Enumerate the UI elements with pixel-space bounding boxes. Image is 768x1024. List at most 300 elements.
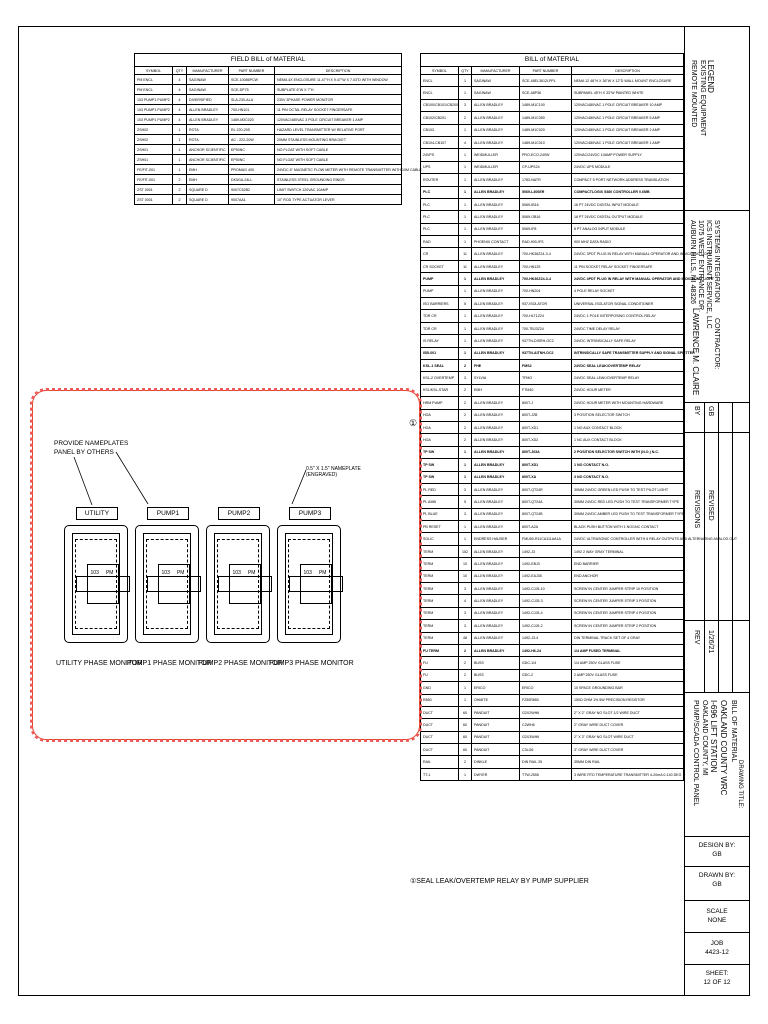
table-cell: TP SW: [421, 446, 459, 458]
table-cell: 1: [173, 165, 187, 175]
table-cell: SAGINAW: [187, 85, 229, 95]
table-cell: PROMAG 400: [229, 165, 275, 175]
column-header: PART NUMBER: [229, 67, 275, 75]
table-cell: C3LG6: [520, 744, 572, 756]
phase-monitor-title: PUMP3 PHASE MONITOR: [269, 660, 354, 667]
table-cell: 11: [459, 248, 472, 260]
table-cell: TERM: [421, 607, 459, 619]
table-cell: SAGINAW: [472, 75, 520, 87]
table-cell: ALLEN BRADLEY: [472, 558, 520, 570]
column-header: QTY: [173, 67, 187, 75]
company-line-3: 1075 WEST ENTRANCE DR.: [697, 220, 704, 313]
table-cell: 24VDC INTRINSICALLY SAFE RELAY: [572, 335, 684, 347]
table-cell: 120VAC/480VAC 1 POLE CIRCUIT BREAKER 2 AMP: [572, 124, 684, 136]
table-cell: 5069-OB16: [520, 211, 572, 223]
table-cell: ENCL: [421, 87, 459, 99]
table-cell: END BARRIER: [572, 558, 684, 570]
table-cell: WEIDMULLER: [472, 161, 520, 173]
table-cell: 800T-XD1: [520, 459, 572, 471]
table-cell: NEMA 12 48"H X 36"W X 12"D WALL MOUNT ENCLOSURE: [572, 75, 684, 87]
table-cell: 5: [459, 298, 472, 310]
table-cell: UNIVERSAL ISOLATOR SIGNAL CONDITIONER: [572, 298, 684, 310]
table-cell: 1492-CJJ5-3: [520, 595, 572, 607]
table-cell: ALLEN BRADLEY: [472, 211, 520, 223]
table-cell: 24VDC HOUR METER: [572, 384, 684, 396]
device-labels: [229, 570, 259, 576]
table-cell: ALLEN BRADLEY: [187, 115, 229, 125]
device-labels: [300, 570, 330, 576]
table-cell: 800T-J63A: [520, 446, 572, 458]
table-cell: TERM: [421, 632, 459, 644]
table-cell: ALLEN BRADLEY: [472, 521, 520, 533]
drawing-title: BILL OF MATERIAL: [730, 700, 737, 763]
table-cell: CR SOCKET: [421, 260, 459, 272]
table-cell: ALLEN BRADLEY: [472, 421, 520, 433]
table-cell: TTW-2555: [520, 768, 572, 780]
table-cell: TERM: [421, 595, 459, 607]
table-cell: FE/FIT-001: [135, 165, 173, 175]
table-cell: 4: [459, 136, 472, 148]
table-cell: PUMP: [421, 273, 459, 285]
table-cell: 10 SPACE GROUNDING BAR: [572, 682, 684, 694]
table-cell: GND: [421, 682, 459, 694]
table-cell: SYLVIA: [472, 372, 520, 384]
table-cell: DWYER: [472, 768, 520, 780]
table-cell: ALLEN BRADLEY: [472, 248, 520, 260]
table-cell: 800T-XA: [520, 471, 572, 483]
table-cell: 1: [173, 155, 187, 165]
table-cell: 3: [459, 483, 472, 495]
table-cell: FU: [421, 657, 459, 669]
table-cell: 1: [459, 211, 472, 223]
table-cell: 1: [459, 149, 472, 161]
table-cell: 700-TBJ3Z24: [520, 322, 572, 334]
design-by-label: DESIGN BY:: [698, 842, 736, 849]
table-cell: SUBPANEL 45"H X 33"W PAINTED WHITE: [572, 87, 684, 99]
by-header: BY: [693, 406, 700, 416]
table-cell: 2: [459, 409, 472, 421]
table-cell: 1: [459, 198, 472, 210]
table-cell: 30MM 24VDC RED LED PUSH TO TEST TRANSFORMER TYPE: [572, 496, 684, 508]
table-cell: ERICO: [472, 682, 520, 694]
table-cell: 1: [459, 533, 472, 545]
scale-value: NONE: [707, 917, 727, 924]
table-cell: 35MM DIN RAIL: [572, 756, 684, 768]
table-cell: 2: [459, 421, 472, 433]
table-cell: 10: [459, 558, 472, 570]
device-labels: [87, 570, 117, 576]
table-cell: 700-HK36Z24-3-4: [520, 248, 572, 260]
table-cell: 800T-XD1: [520, 421, 572, 433]
table-cell: PLC: [421, 211, 459, 223]
table-cell: 1: [459, 335, 472, 347]
table-cell: RAD-900-IFS: [520, 236, 572, 248]
table-cell: 1: [459, 471, 472, 483]
table-cell: SCREW IN CENTER JUMPER STRIP 10 POSITION: [572, 583, 684, 595]
table-cell: HRM PUMP: [421, 397, 459, 409]
table-cell: 1: [459, 174, 472, 186]
table-cell: DUCT: [421, 744, 459, 756]
table-cell: 20MM STAINLESS MOUNTING BRACKET: [275, 135, 402, 145]
table-cell: 2: [459, 434, 472, 446]
table-cell: ALLEN BRADLEY: [472, 620, 520, 632]
table-cell: SQUARE D: [187, 185, 229, 195]
table-cell: 1: [459, 124, 472, 136]
table-cell: ALLEN BRADLEY: [472, 310, 520, 322]
table-cell: 24VDC HOUR METER WITH MOUNTING HARDWARE: [572, 397, 684, 409]
table-cell: ALLEN BRADLEY: [472, 397, 520, 409]
table-cell: RL 220-29S: [229, 125, 275, 135]
table-cell: DUCT: [421, 719, 459, 731]
table-cell: COMPACTLOGIX 5380 CONTROLLER 0.6MB: [572, 186, 684, 198]
table-cell: TERM: [421, 570, 459, 582]
table-cell: WEIDMULLER: [472, 149, 520, 161]
table-cell: 1: [459, 521, 472, 533]
table-cell: 11 PIN OCTAL RELAY SOCKET FINGERSAFE: [275, 105, 402, 115]
table-cell: KSL/KSL-STAR: [421, 384, 459, 396]
column-header: DESCRIPTION: [275, 67, 402, 75]
table-cell: 5069-IF8: [520, 223, 572, 235]
table-cell: 2" X 2" GRAY NO SLOT 1/2 WIRE DUCT: [572, 706, 684, 718]
table-cell: ZSH01: [135, 145, 173, 155]
table-cell: 103 PUMP1 PUMP2: [135, 95, 173, 105]
table-cell: ALLEN BRADLEY: [472, 99, 520, 111]
table-cell: PLC: [421, 186, 459, 198]
table-cell: HOA: [421, 434, 459, 446]
table-cell: 120VAC/480VAC 3 POLE CIRCUIT BREAKER 1 AMP: [275, 115, 402, 125]
table-cell: 152: [459, 545, 472, 557]
table-cell: TERM: [421, 583, 459, 595]
table-cell: R850: [421, 694, 459, 706]
table-cell: ZSH02: [135, 135, 173, 145]
device-label-pm: PM: [105, 570, 114, 576]
table-cell: 937-ISOLATOR: [520, 298, 572, 310]
table-cell: EMH: [187, 175, 229, 185]
table-cell: TDR CR: [421, 322, 459, 334]
table-cell: 24VDC 1 POLE INTERPOSING CONTROL RELAY: [572, 310, 684, 322]
table-cell: 4 POLE RELAY SOCKET: [572, 285, 684, 297]
table-cell: 800T-J: [520, 397, 572, 409]
table-cell: LIMIT SWITCH 120VAC 10AMP: [275, 185, 402, 195]
table-cell: 9007AA1: [229, 195, 275, 205]
table-cell: ALLEN BRADLEY: [472, 112, 520, 124]
table-cell: FTM40: [520, 384, 572, 396]
table-cell: TDR CR: [421, 310, 459, 322]
contractor-label: CONTRACTOR:: [713, 318, 720, 370]
phase-monitor-enclosure: [64, 525, 128, 643]
table-cell: EMH: [472, 384, 520, 396]
table-cell: ALLEN BRADLEY: [472, 260, 520, 272]
table-cell: 1: [459, 310, 472, 322]
sheet-value: 12 OF 12: [703, 979, 731, 986]
device-label-103: 103: [161, 570, 170, 576]
table-cell: ALLEN BRADLEY: [472, 223, 520, 235]
table-cell: INTRINSICALLY SAFE TRANSMITTER SUPPLY AND SIGNAL SPLITTER: [572, 347, 684, 359]
table-cell: ALLEN BRADLEY: [472, 508, 520, 520]
table-cell: ALLEN BRADLEY: [187, 105, 229, 115]
table-cell: 2" GRAY WIRE DUCT COVER: [572, 719, 684, 731]
table-cell: 1: [173, 135, 187, 145]
project-line-2: I-696 LIFT STATION: [709, 700, 718, 773]
table-cell: SAGINAW: [472, 87, 520, 99]
table-cell: 800T-QT24B: [520, 508, 572, 520]
table-cell: 2: [459, 112, 472, 124]
table-cell: PANDUIT: [472, 744, 520, 756]
table-cell: NEMA 4X ENCLOSURE 11.47"H X 9.47"W X 7.03"D WITH WINDOW: [275, 75, 402, 85]
table-cell: 1/4 AMP 250V GLASS FUSE: [572, 657, 684, 669]
company-line-1: SYSTEMS INTEGRATION: [713, 220, 720, 303]
table-cell: 700-HLT1Z24: [520, 310, 572, 322]
table-cell: TFMO: [520, 372, 572, 384]
table-cell: 1: [459, 285, 472, 297]
table-cell: PL AMB: [421, 496, 459, 508]
table-cell: DINKLE: [472, 756, 520, 768]
table-cell: FE/FIT-001: [135, 175, 173, 185]
table-cell: ALLEN BRADLEY: [472, 136, 520, 148]
drawn-by-value: GB: [712, 881, 722, 888]
table-cell: 103 PUMP1 PUMP2: [135, 115, 173, 125]
table-cell: SUBPLATE 6"W X 7"H: [275, 85, 402, 95]
table-cell: PANDUIT: [472, 731, 520, 743]
table-cell: CP-UPS24: [520, 161, 572, 173]
table-cell: PANDUIT: [472, 719, 520, 731]
table-cell: 700-HK36Z24-3-4: [520, 273, 572, 285]
table-cell: TT-1: [421, 768, 459, 780]
table-cell: ALLEN BRADLEY: [472, 595, 520, 607]
table-cell: 4: [173, 105, 187, 115]
table-cell: 2 AMP 250V GLASS FUSE: [572, 669, 684, 681]
table-cell: 1/4 AMP FUSED TERMINAL: [572, 644, 684, 656]
device-label-pm: PM: [247, 570, 256, 576]
table-cell: 11 PIN SOCKET RELAY SOCKET FINGERSAFE: [572, 260, 684, 272]
legend-title: LEGEND: [706, 60, 715, 93]
table-cell: 3 NO CONTACT N.O.: [572, 471, 684, 483]
table-cell: ROUTER: [421, 174, 459, 186]
table-cell: 24VDC SEAL LEAK/OVERTEMP RELAY: [572, 372, 684, 384]
table-cell: ALLEN BRADLEY: [472, 186, 520, 198]
table-cell: 1: [459, 186, 472, 198]
table-cell: 2" X 3" GRAY NO SLOT WIRE DUCT: [572, 731, 684, 743]
table-cell: EP50NC: [229, 155, 275, 165]
table-cell: DUCT: [421, 706, 459, 718]
table-cell: SOLIC: [421, 533, 459, 545]
table-cell: FU: [421, 669, 459, 681]
table-cell: 1492-H6-24: [520, 644, 572, 656]
table-cell: ALLEN BRADLEY: [472, 335, 520, 347]
bom-title: BILL of MATERIAL: [421, 54, 684, 67]
table-cell: BLACK PUSH BUTTON WITH 1 NO/1NC CONTACT: [572, 521, 684, 533]
field-bom-title: FIELD BILL of MATERIAL: [135, 54, 402, 67]
table-cell: 4: [173, 115, 187, 125]
table-cell: 800T-XD2: [520, 434, 572, 446]
table-cell: TERM: [421, 558, 459, 570]
job-label: JOB: [710, 940, 724, 947]
table-cell: ANCHOR SCIENTIFIC: [187, 155, 229, 165]
table-cell: KSL-1 SEAL: [421, 359, 459, 371]
table-cell: 16 PT 24VDC DIGITAL OUTPUT MODULE: [572, 211, 684, 223]
table-cell: ALLEN BRADLEY: [472, 446, 520, 458]
table-cell: BUSS: [472, 669, 520, 681]
table-cell: 1: [459, 459, 472, 471]
table-cell: 900 MHZ DATA RADIO: [572, 236, 684, 248]
nameplate: PUMP3: [289, 507, 331, 520]
table-cell: ALLEN BRADLEY: [472, 124, 520, 136]
table-cell: STAINLESS STEEL GROUNDING RINGS: [275, 175, 402, 185]
column-header: MANUFACTURER: [472, 67, 520, 75]
callout-provide-nameplates: PROVIDE NAMEPLATES: [54, 440, 129, 447]
table-cell: ALLEN BRADLEY: [472, 434, 520, 446]
table-cell: GDC-1/4: [520, 657, 572, 669]
nameplate: PUMP1: [147, 507, 189, 520]
table-cell: 120VAC/24VDC 10AMP POWER SUPPLY: [572, 149, 684, 161]
table-cell: 1: [459, 161, 472, 173]
phase-monitor-enclosure: [135, 525, 199, 643]
table-cell: ZST 0001: [135, 185, 173, 195]
table-cell: HAZARD LEVEL TRANSMITTER W/ RELATIVE PORT: [275, 125, 402, 135]
table-cell: 3: [459, 372, 472, 384]
table-cell: 800T-QT24R: [520, 483, 572, 495]
revision-description: REVISED: [707, 490, 714, 521]
table-cell: FMS2: [520, 359, 572, 371]
table-cell: ALLEN BRADLEY: [472, 322, 520, 334]
table-cell: DK5GA-24LL: [229, 175, 275, 185]
table-cell: CR: [421, 248, 459, 260]
table-cell: 700-HN125: [520, 260, 572, 272]
table-cell: 2: [459, 359, 472, 371]
table-cell: 1: [173, 145, 187, 155]
table-cell: G2X2WH6: [520, 706, 572, 718]
table-cell: 48: [459, 632, 472, 644]
table-cell: 3 WIRE RTD TEMPERATURE TRANSMITTER 4-20mA 0-140 DEG: [572, 768, 684, 780]
device-label-103: 103: [232, 570, 241, 576]
table-cell: ROTA: [187, 135, 229, 145]
table-cell: 2: [459, 644, 472, 656]
table-cell: 1492-J3-4: [520, 632, 572, 644]
table-cell: SLA-230-ALA: [229, 95, 275, 105]
table-cell: 800T-A2A: [520, 521, 572, 533]
table-cell: 60: [459, 744, 472, 756]
device-label-103: 103: [303, 570, 312, 576]
table-cell: PM ENCL: [135, 75, 173, 85]
table-cell: 2: [173, 195, 187, 205]
table-cell: ENCL: [421, 75, 459, 87]
table-cell: ALLEN BRADLEY: [472, 347, 520, 359]
table-cell: ALLEN BRADLEY: [472, 632, 520, 644]
table-cell: 1492-CJJ5-10: [520, 583, 572, 595]
table-cell: NO FLOAT WITH SOFT CABLE: [275, 145, 402, 155]
table-cell: FU TERM: [421, 644, 459, 656]
table-cell: CB100/CB101/CB200: [421, 99, 459, 111]
table-cell: ALLEN BRADLEY: [472, 174, 520, 186]
table-cell: ENDRESS HAUSER: [472, 533, 520, 545]
table-cell: 60: [459, 719, 472, 731]
table-cell: 16 PT 24VDC DIGITAL INPUT MODULE: [572, 198, 684, 210]
table-cell: 1: [459, 75, 472, 87]
table-cell: ALLEN BRADLEY: [472, 483, 520, 495]
table-cell: ROTA: [187, 125, 229, 135]
table-cell: NO FLOAT WITH SOFT CABLE: [275, 155, 402, 165]
table-cell: 11: [459, 260, 472, 272]
table-cell: OHMITE: [472, 694, 520, 706]
table-cell: END ANCHOR: [572, 570, 684, 582]
table-cell: ERICO: [520, 682, 572, 694]
table-cell: 2 POSITION SELECTOR SWITCH WITH (N.O.) N.C.: [572, 446, 684, 458]
table-cell: CB102/CB201: [421, 112, 459, 124]
table-cell: CB104-CB107: [421, 136, 459, 148]
phase-monitor-title: UTILITY PHASE MONITOR: [56, 660, 143, 667]
callout-panel-by-others: PANEL BY OTHERS: [54, 449, 114, 456]
table-cell: 5069-IB16: [520, 198, 572, 210]
table-cell: 2: [459, 384, 472, 396]
footnote-marker: ①: [409, 418, 418, 428]
table-cell: ALLEN BRADLEY: [472, 285, 520, 297]
table-cell: 1: [459, 768, 472, 780]
drawn-by-label: DRAWN BY:: [698, 872, 736, 879]
table-cell: 24VDC SEAL LEAK/OVERTEMP RELAY: [572, 359, 684, 371]
table-cell: FHE: [472, 359, 520, 371]
rev-header: REV: [693, 630, 700, 645]
job-value: 4423-12: [705, 949, 729, 956]
table-cell: 120VAC/480VAC 1 POLE CIRCUIT BREAKER 10 AMP: [572, 99, 684, 111]
table-cell: 5: [459, 496, 472, 508]
table-cell: DIN TERMINAL TRACK SET OF 4 GRAY: [572, 632, 684, 644]
table-cell: ISB-001: [421, 347, 459, 359]
legend-existing: EXISTING EQUIPMENT: [699, 60, 706, 137]
table-cell: 150Ω OHM 1% 5W PRECISION RESISTOR: [572, 694, 684, 706]
table-cell: 3: [459, 583, 472, 595]
table-cell: SAGINAW: [187, 75, 229, 85]
phase-monitor-enclosure: [206, 525, 270, 643]
table-cell: 3: [459, 99, 472, 111]
table-cell: KSL-2 OVERTEMP: [421, 372, 459, 384]
table-cell: 1: [459, 273, 472, 285]
table-cell: ALLEN BRADLEY: [472, 198, 520, 210]
table-cell: 1489-M3C020: [229, 115, 275, 125]
scale-label: SCALE: [706, 908, 728, 915]
table-cell: 3: [459, 620, 472, 632]
column-header: SYMBOL: [421, 67, 459, 75]
table-cell: ALLEN BRADLEY: [472, 273, 520, 285]
table-cell: 3" GRAY WIRE DUCT COVER: [572, 744, 684, 756]
nameplate: UTILITY: [76, 507, 118, 520]
table-cell: 9007C52B2: [229, 185, 275, 195]
table-cell: SCREW IN CENTER JUMPER STRIP 3 POSITION: [572, 595, 684, 607]
table-cell: 2: [173, 185, 187, 195]
table-cell: SQUARE D: [187, 195, 229, 205]
table-cell: 800T-QT24A: [520, 496, 572, 508]
table-cell: 2: [459, 756, 472, 768]
device-label-pm: PM: [318, 570, 327, 576]
table-cell: PL RED: [421, 483, 459, 495]
table-cell: ZSH02: [135, 125, 173, 135]
legend-remote: REMOTE MOUNTED: [690, 60, 697, 128]
table-cell: AC - 222-20W: [229, 135, 275, 145]
callout-nameplate-size: 0.5" X 1.5" NAMEPLATE (ENGRAVED): [306, 466, 361, 478]
table-cell: 3: [459, 607, 472, 619]
phase-monitor-enclosure: [277, 525, 341, 643]
table-cell: PL BLUE: [421, 508, 459, 520]
table-cell: SCREW IN CENTER JUMPER STRIP 4 POSITION: [572, 607, 684, 619]
table-cell: PUMP: [421, 285, 459, 297]
table-cell: TP SW: [421, 471, 459, 483]
rev-date: 1/26/21: [707, 630, 714, 654]
table-cell: SCE-48P36: [520, 87, 572, 99]
table-cell: ZSH01: [135, 155, 173, 165]
nameplate: PUMP2: [218, 507, 260, 520]
table-cell: EMH: [187, 165, 229, 175]
table-cell: SCE-10086PCW: [229, 75, 275, 85]
table-cell: 4: [173, 95, 187, 105]
